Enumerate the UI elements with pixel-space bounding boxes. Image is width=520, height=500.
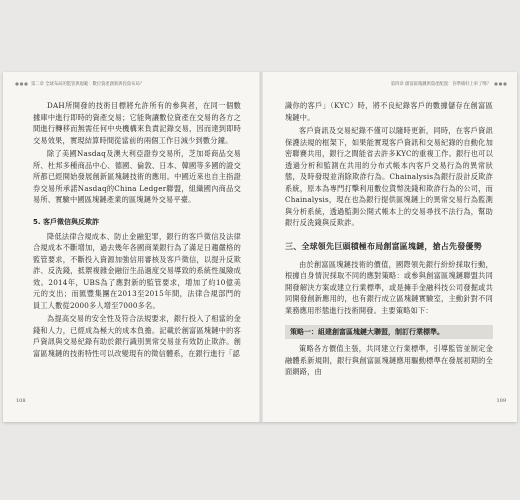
paragraph: 由於創富區塊鏈技術的價值，國際領先銀行紛紛採取行動，根據自身情況採取不同的應對策略：或參與創富區塊鏈聯盟共同開發解決方案或建立行業標準，或是擁手金融科技公司發掘或共同開發創新應用的，也有銀行成立區塊鏈實驗室，主動針對不同業務應用形態進行技術開發。主要策略如下： [285, 259, 493, 315]
paragraph: 策略各方價值主張，共同建立行業標準，引導監管並制定金融體系新規則，銀行與創富區塊鏈應用驅動標準在發展初期的全面網路，由 [285, 344, 493, 376]
subheading: 5. 客戶徵信與反欺詐 [33, 217, 99, 226]
ornament-icon [494, 82, 507, 86]
right-body [285, 100, 493, 380]
left-running-head-text: 第二章 全球布局的監管與規範：數位資產創新與投資布局？ [31, 82, 145, 87]
page-number: 109 [496, 398, 506, 404]
left-page [3, 72, 259, 422]
right-running-head-text: 第四章 創富區塊鏈與資產配置：你準備好上車了嗎？ [390, 82, 491, 87]
book-spread [3, 72, 517, 422]
paragraph: 除了美國Nasdaq及澳大利亞證券交易所，芝加哥商品交易所、杜邦多種商品中心、德國、倫敦、日本、韓國等多國的證交所都已經開始發展創新區塊鏈技術的應用。中國近來也自主指證券交易所承諾Nasdaq的China Ledger聯盟，組織國內商品交易所、實驗中國區塊鏈產業的區塊鏈外交易平臺。 [33, 149, 241, 204]
section-heading: 三、全球領先巨頭積極布局創富區塊鏈，搶占先發優勢 [285, 241, 482, 251]
paragraph: 識你的客戶」（KYC）時，將不良紀錄客戶的數據儲存在創富區塊鏈中。 [285, 101, 493, 122]
left-body [33, 100, 241, 361]
left-running-head [15, 81, 144, 87]
paragraph: 為提高交易的安全性及符合法規要求，銀行投入了相當的金錢和人力，已經成為極大的成本負擔。記載於創富區塊鏈中的客戶資訊與交易紀錄有助於銀行識別異常交易並有效防止欺詐。創富區塊鏈的技術特性可以改變現有的徵信體系，在銀行進行「認 [33, 314, 241, 358]
paragraph: 降低法律合規成本、防止金融犯罪，銀行的客戶徵信及法律合規成本不斷增加，過去幾年各國商業銀行為了滿足日趨嚴格的監管要求，不斷投入資源加強信用審核及客戶徵信，以提升反欺詐、反洗錢，抵禦複雜金融衍生品過度交易導致的系統性風險成效。2014年，UBS為了應對新的監管要求，增加了約10億美元的支出；而匯豐集團在2013至2015年間，法律合規部門的員工人數從2000多人增至7000多名。 [33, 231, 241, 310]
page-number: 108 [16, 398, 26, 404]
strategy-heading: 策略一：組建創富區塊鏈大聯盟，制訂行業標準。 [285, 325, 493, 339]
ornament-icon [15, 82, 28, 86]
paragraph: DAH所開發的技術目標將允許所有的參與者，在同一個數據庫中進行即時的資產交易；它能夠讓數位資產在交易的各方之間進行轉移而無需任何中央機構來負責記錄交易，因而達到即時交易效果，實現結算時間從當前的兩個工作日減少到數分鐘。 [33, 101, 241, 145]
paragraph: 客戶資訊及交易紀錄不僅可以隨時更新，同時，在客戶資訊保護法規的框架下，如果能實現客戶資訊和交易紀錄的自動化加密聯賽共用，銀行之間能省去許多KYC的重複工作。銀行也可以透過分析和監測在共用的分布式帳本內客戶交易行為的異常狀態，及時發現並消除欺詐行為。Chainalysis為銀行設計反欺詐系統，原本為專門打擊利用數位貨幣洗錢和欺詐行為的公司，而Chainalysis，現在也為銀行提供區塊鏈上的異常交易行為監測與分析系統，透過監測公開式帳本上的交易尋找不法行為，幫助銀行反洗錢與反欺詐。 [285, 126, 493, 227]
right-page [263, 72, 519, 422]
right-running-head [391, 81, 507, 87]
